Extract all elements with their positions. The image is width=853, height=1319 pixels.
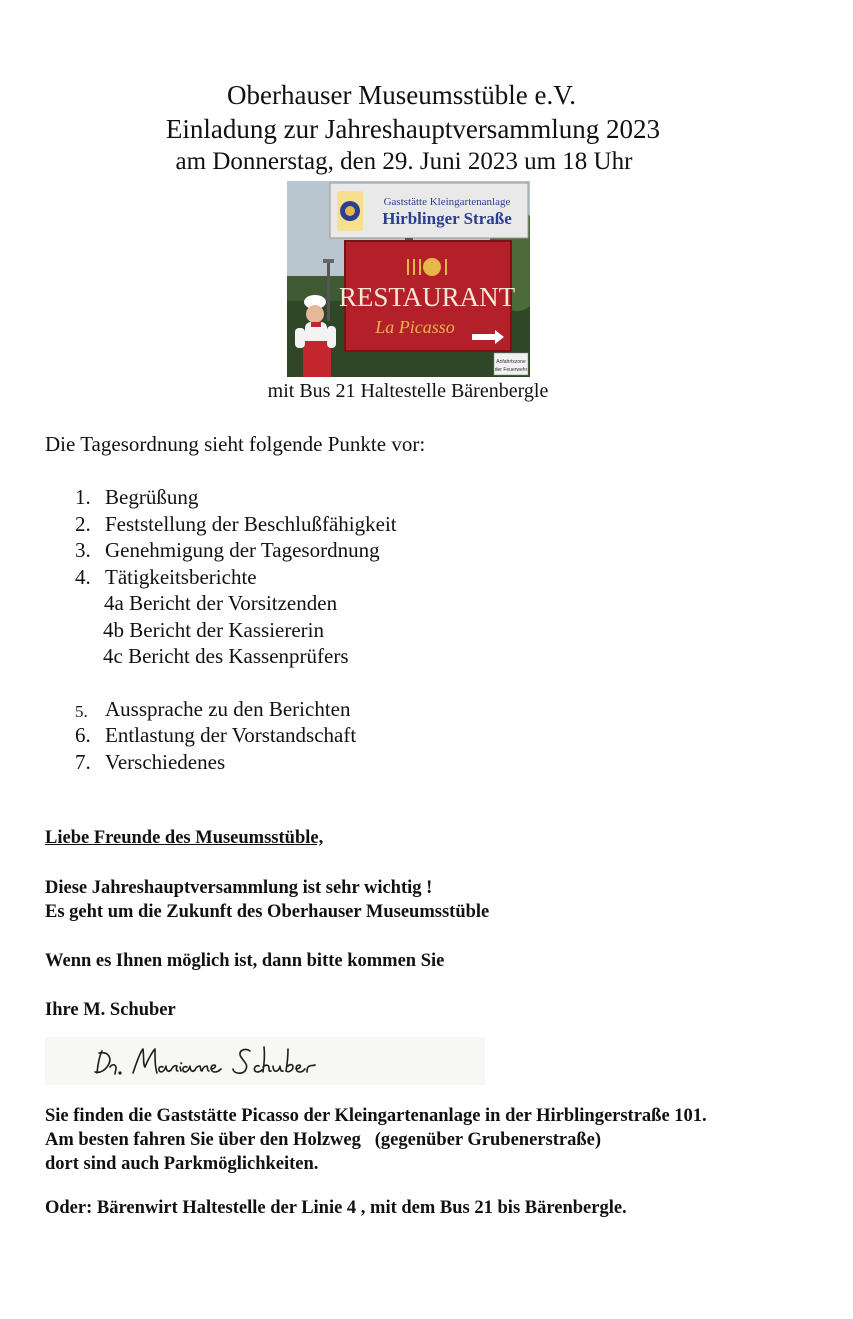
directions-line: Sie finden die Gaststätte Picasso der Kleingartenanlage in der Hirblingerstraße 101.: [45, 1106, 707, 1126]
agenda-intro: Die Tagesordnung sieht folgende Punkte vor:: [45, 432, 426, 456]
club-name: Oberhauser Museumsstüble e.V.: [227, 80, 576, 110]
directions-line: dort sind auch Parkmöglichkeiten.: [45, 1154, 319, 1174]
item-text: Verschiedenes: [105, 749, 226, 774]
item-number: 2.: [75, 511, 91, 536]
item-number: 7.: [75, 749, 91, 774]
signature-image: [45, 1037, 485, 1085]
sub-item-text: 4b Bericht der Kassiererin: [103, 617, 325, 642]
closing: Ihre M. Schuber: [45, 1000, 176, 1020]
item-number: 3.: [75, 538, 91, 562]
bus-caption: mit Bus 21 Haltestelle Bärenbergle: [267, 380, 549, 402]
item-text: Genehmigung der Tagesordnung: [105, 538, 380, 562]
directions-line: Am besten fahren Sie über den Holzweg (gegenüber Grubenerstraße): [45, 1130, 601, 1150]
bus-directions: Oder: Bärenwirt Haltestelle der Linie 4 , mit dem Bus 21 bis Bärenbergle.: [45, 1198, 627, 1218]
meeting-date: am Donnerstag, den 29. Juni 2023 um 18 Uhr: [175, 148, 633, 175]
restaurant-word: RESTAURANT: [338, 282, 516, 312]
top-sign-line2: Hirblinger Straße: [382, 209, 512, 228]
sub-item-text: 4a Bericht der Vorsitzenden: [104, 591, 338, 615]
item-number: 4.: [75, 564, 91, 589]
item-text: Tätigkeitsberichte: [105, 564, 257, 589]
restaurant-name: La Picasso: [375, 317, 455, 337]
item-text: Aussprache zu den Berichten: [105, 696, 351, 721]
invitation-title: Einladung zur Jahreshauptversammlung 2023: [165, 114, 661, 144]
item-text: Begrüßung: [105, 485, 199, 509]
top-sign-line1: Gaststätte Kleingartenanlage: [383, 196, 511, 208]
letter-line: Diese Jahreshauptversammlung ist sehr wichtig !: [45, 878, 433, 898]
restaurant-photo: [287, 181, 530, 377]
svg-text:der Feuerwehr: der Feuerwehr: [494, 367, 528, 373]
item-text: Feststellung der Beschlußfähigkeit: [105, 511, 397, 536]
sub-item-text: 4c Bericht des Kassenprüfers: [103, 644, 349, 668]
svg-text:Anfahrtszone: Anfahrtszone: [496, 359, 526, 365]
letter-line: Wenn es Ihnen möglich ist, dann bitte kommen Sie: [45, 951, 445, 971]
item-number: 6.: [75, 723, 91, 747]
letter-line: Es geht um die Zukunft des Oberhauser Museumsstüble: [45, 902, 490, 922]
greeting: Liebe Freunde des Museumsstüble,: [45, 828, 324, 848]
item-number: 5.: [75, 701, 88, 721]
item-text: Entlastung der Vorstandschaft: [105, 723, 357, 747]
item-number: 1.: [75, 485, 91, 509]
